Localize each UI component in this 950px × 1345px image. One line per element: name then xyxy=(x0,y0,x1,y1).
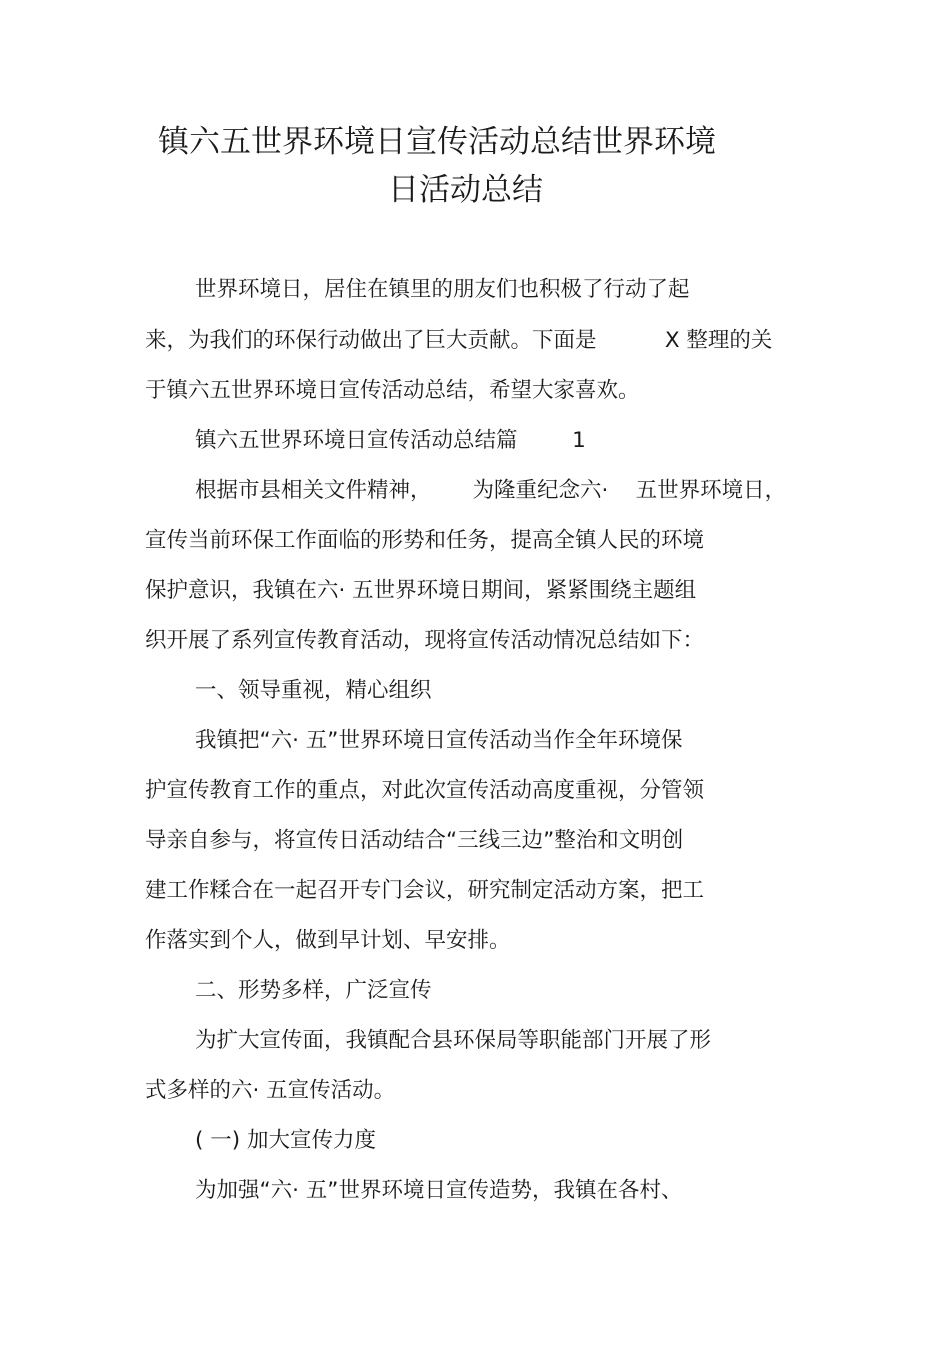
document-title-line-2: 日活动总结 xyxy=(388,172,543,208)
document-title-line-1: 镇六五世界环境日宣传活动总结世界环境 xyxy=(158,124,716,160)
paragraph-line: 我镇把“六· 五”世界环境日宣传活动当作全年环境保 xyxy=(195,728,683,753)
paragraph-line: 来，为我们的环保行动做出了巨大贡献。下面是 X 整理的关 xyxy=(145,328,773,353)
paragraph-line: 世界环境日，居住在镇里的朋友们也积极了行动了起 xyxy=(195,277,690,302)
paragraph-line: 为扩大宣传面，我镇配合县环保局等职能部门开展了形 xyxy=(195,1028,712,1053)
paragraph-line: 于镇六五世界环境日宣传活动总结，希望大家喜欢。 xyxy=(145,378,640,403)
paragraph-line: 织开展了系列宣传教育活动，现将宣传活动情况总结如下： xyxy=(145,628,705,653)
paragraph-line: 宣传当前环保工作面临的形势和任务，提高全镇人民的环境 xyxy=(145,528,705,553)
paragraph-line: 建工作糅合在一起召开专门会议，研究制定活动方案，把工 xyxy=(145,878,705,903)
paragraph-line: 式多样的六· 五宣传活动。 xyxy=(145,1078,396,1103)
section-heading: 一、领导重视，精心组织 xyxy=(195,678,432,703)
paragraph-line: 为加强“六· 五”世界环境日宣传造势，我镇在各村、 xyxy=(195,1178,683,1203)
paragraph-line: 导亲自参与，将宣传日活动结合“三线三边”整治和文明创 xyxy=(145,828,684,853)
paragraph-line: 根据市县相关文件精神， 为隆重纪念六· 五世界环境日， xyxy=(195,478,787,503)
paragraph-line: 保护意识，我镇在六· 五世界环境日期间，紧紧围绕主题组 xyxy=(145,578,697,603)
paragraph-line: 护宣传教育工作的重点，对此次宣传活动高度重视，分管领 xyxy=(145,778,705,803)
subsection-heading: ( 一) 加大宣传力度 xyxy=(195,1128,376,1153)
section-heading: 镇六五世界环境日宣传活动总结篇 1 xyxy=(195,428,586,453)
paragraph-line: 作落实到个人，做到早计划、早安排。 xyxy=(145,928,511,953)
section-heading: 二、形势多样，广泛宣传 xyxy=(195,978,432,1003)
